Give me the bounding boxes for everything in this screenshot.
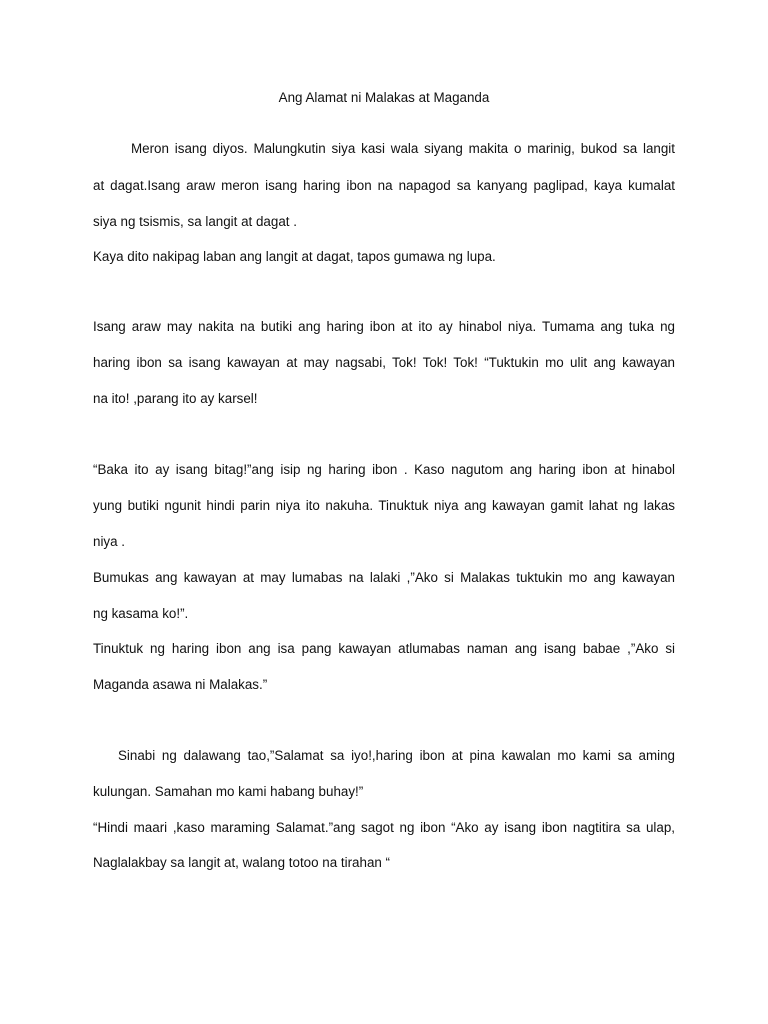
text-line: Bumukas ang kawayan at may lumabas na lalaki ,”Ako si Malakas tuktukin mo ang kawayan bbox=[93, 570, 675, 585]
text-line: Sinabi ng dalawang tao,”Salamat sa iyo!,haring ibon at pina kawalan mo kami sa aming bbox=[118, 748, 675, 763]
text-line: “Hindi maari ,kaso maraming Salamat.”ang sagot ng ibon “Ako ay isang ibon nagtitira sa ulap, bbox=[93, 820, 675, 835]
text-line: “Baka ito ay isang bitag!”ang isip ng haring ibon . Kaso nagutom ang haring ibon at hinabol bbox=[93, 462, 675, 477]
text-line: ng kasama ko!”. bbox=[93, 606, 189, 621]
text-line: na ito! ,parang ito ay karsel! bbox=[93, 391, 258, 406]
text-line: Isang araw may nakita na butiki ang haring ibon at ito ay hinabol niya. Tumama ang tuka ng bbox=[93, 319, 675, 334]
text-line: niya . bbox=[93, 534, 126, 549]
document-title: Ang Alamat ni Malakas at Maganda bbox=[278, 90, 490, 105]
text-line: siya ng tsismis, sa langit at dagat . bbox=[93, 214, 297, 229]
text-line: yung butiki ngunit hindi parin niya ito nakuha. Tinuktuk niya ang kawayan gamit lahat ng lakas bbox=[93, 498, 675, 513]
text-line: Meron isang diyos. Malungkutin siya kasi wala siyang makita o marinig, bukod sa langit bbox=[131, 141, 675, 156]
text-line: Naglalakbay sa langit at, walang totoo na tirahan “ bbox=[93, 855, 391, 870]
text-line: haring ibon sa isang kawayan at may nagsabi, Tok! Tok! Tok! “Tuktukin mo ulit ang kawayan bbox=[93, 355, 675, 370]
text-line: kulungan. Samahan mo kami habang buhay!” bbox=[93, 784, 364, 799]
text-line: Tinuktuk ng haring ibon ang isa pang kawayan atlumabas naman ang isang babae ,”Ako si bbox=[93, 641, 675, 656]
text-line: at dagat.Isang araw meron isang haring ibon na napagod sa kanyang paglipad, kaya kumalat bbox=[93, 178, 675, 193]
text-line: Maganda asawa ni Malakas.” bbox=[93, 677, 268, 692]
text-line: Kaya dito nakipag laban ang langit at dagat, tapos gumawa ng lupa. bbox=[93, 249, 496, 264]
